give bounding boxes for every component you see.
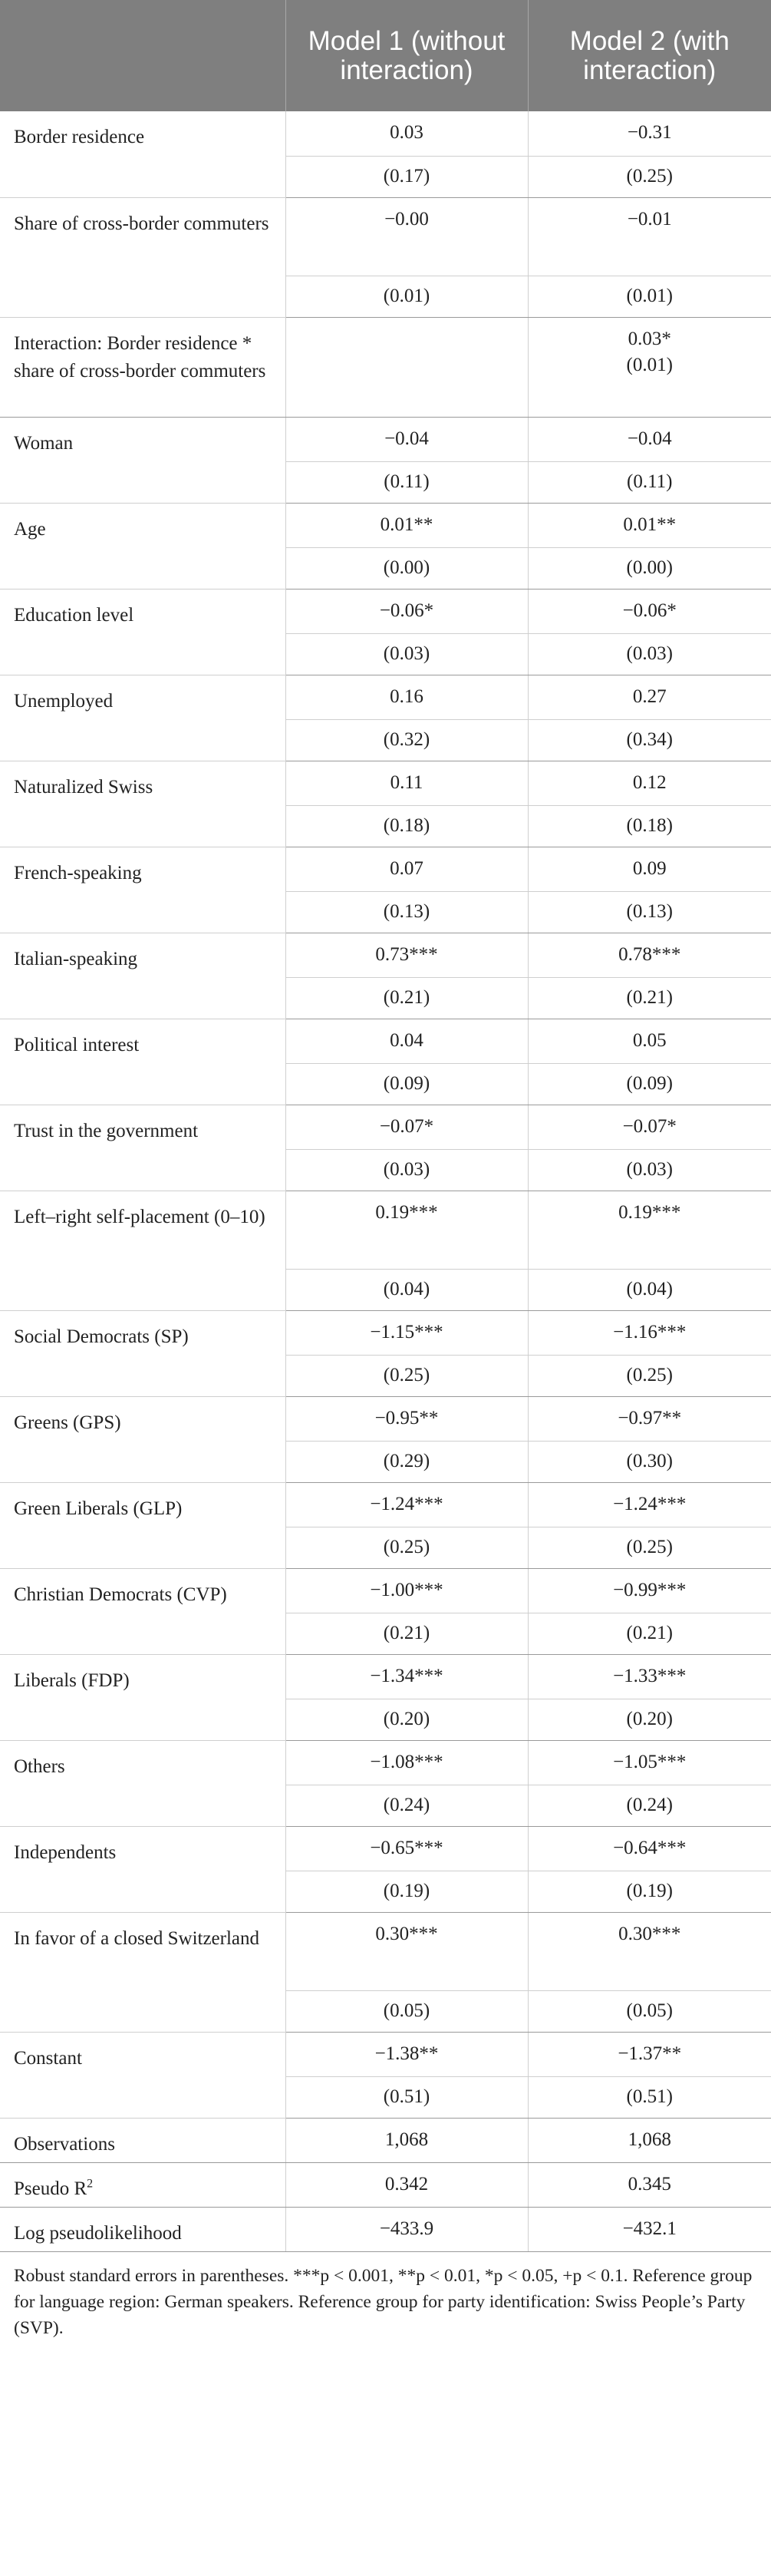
table-row (0, 847, 771, 891)
row-label (0, 417, 285, 503)
table-row (0, 1191, 771, 1269)
model-2-coefficient-text: −0.07* (622, 1115, 677, 1137)
model-2-standard-error-text: (0.03) (626, 1159, 673, 1180)
model-1-coefficient (285, 1740, 528, 1785)
model-2-standard-error (528, 977, 771, 1019)
model-2-coefficient-text: 0.27 (632, 685, 667, 707)
model-2-standard-error-text: (0.11) (627, 471, 673, 492)
model-1-coefficient (285, 1568, 528, 1613)
model-1-coefficient-text: 0.07 (390, 857, 423, 879)
model-1-standard-error (285, 276, 528, 317)
row-label-text: Christian Democrats (CVP) (14, 1584, 227, 1605)
model-2-coefficient (528, 317, 771, 417)
row-label-text: Independents (14, 1841, 117, 1863)
row-label (0, 675, 285, 761)
model-1-coefficient-text: −0.00 (384, 208, 429, 230)
model-2-standard-error (528, 276, 771, 317)
table-row (0, 1482, 771, 1527)
model-2-standard-error-text: (0.04) (626, 1279, 673, 1300)
row-label (0, 1019, 285, 1105)
model-2-statistic-text: 1,068 (628, 2129, 671, 2150)
model-2-coefficient-text: −1.37** (618, 2043, 682, 2064)
row-label-text: Education level (14, 604, 134, 626)
model-1-standard-error-text: (0.32) (383, 729, 430, 750)
model-2-se-text: (0.01) (626, 354, 673, 375)
model-2-coefficient (528, 933, 771, 977)
model-2-coefficient (528, 1568, 771, 1613)
model-2-coefficient (528, 1310, 771, 1355)
model-2-statistic-text: 0.345 (628, 2173, 671, 2195)
model-1-coefficient (285, 847, 528, 891)
model-2-standard-error-text: (0.19) (626, 1881, 673, 1901)
table-row-statistic (0, 2118, 771, 2162)
model-2-coefficient-text: 0.05 (632, 1029, 667, 1051)
row-label (0, 317, 285, 417)
table-row (0, 1654, 771, 1699)
model-2-standard-error (528, 1355, 771, 1396)
model-2-standard-error-text: (0.21) (626, 1623, 673, 1643)
model-1-coefficient (285, 675, 528, 719)
model-2-coefficient-text: −0.01 (627, 208, 672, 230)
model-2-standard-error-text: (0.24) (626, 1795, 673, 1815)
model-1-standard-error-text: (0.29) (383, 1451, 430, 1471)
model-2-standard-error (528, 1269, 771, 1310)
model-2-standard-error (528, 719, 771, 761)
table-row (0, 2032, 771, 2076)
model-2-coefficient-text: 0.78*** (618, 943, 681, 965)
model-1-coefficient (285, 1396, 528, 1441)
superscript: 2 (87, 2177, 94, 2191)
row-label (0, 761, 285, 847)
model-2-standard-error (528, 2076, 771, 2118)
table-row (0, 1019, 771, 1063)
model-2-coefficient (528, 1482, 771, 1527)
row-label-text: Left–right self-placement (0–10) (14, 1206, 265, 1227)
table-row (0, 1740, 771, 1785)
model-1-standard-error (285, 633, 528, 675)
model-2-coefficient (528, 1654, 771, 1699)
model-1-coefficient (285, 1482, 528, 1527)
model-2-statistic (528, 2162, 771, 2207)
model-1-standard-error-text: (0.09) (383, 1073, 430, 1094)
model-2-coefficient-text: 0.03* (628, 328, 671, 349)
model-2-standard-error-text: (0.00) (626, 557, 673, 578)
row-label (0, 1105, 285, 1191)
model-2-coefficient-text: −0.99*** (613, 1579, 687, 1600)
model-2-coefficient-text: −1.16*** (613, 1321, 687, 1342)
model-1-standard-error-text: (0.00) (383, 557, 430, 578)
model-1-coefficient (285, 503, 528, 547)
row-label-text: Interaction: Border residence * share of cross-border commuters (14, 332, 266, 381)
model-2-coefficient-text: 0.01** (623, 514, 677, 535)
model-1-standard-error (285, 719, 528, 761)
model-1-standard-error (285, 1269, 528, 1310)
model-1-coefficient-text: −0.04 (384, 428, 429, 449)
model-1-coefficient-text: −0.07* (379, 1115, 434, 1137)
model-1-coefficient-text: 0.30*** (375, 1923, 438, 1944)
table-row (0, 589, 771, 633)
model-1-standard-error-text: (0.03) (383, 643, 430, 664)
model-1-coefficient-text: −1.00*** (370, 1579, 443, 1600)
model-2-standard-error-text: (0.05) (626, 2000, 673, 2021)
model-2-standard-error (528, 805, 771, 847)
model-1-coefficient-text: −0.06* (379, 599, 434, 621)
model-1-standard-error (285, 1613, 528, 1654)
model-1-coefficient (285, 1105, 528, 1149)
model-1-standard-error-text: (0.11) (384, 471, 430, 492)
statistic-label (0, 2162, 285, 2207)
table-header-row (0, 0, 771, 111)
model-2-coefficient-text: −0.31 (627, 122, 672, 143)
model-2-standard-error-text: (0.25) (626, 166, 673, 187)
model-2-coefficient (528, 417, 771, 461)
model-1-coefficient (285, 761, 528, 805)
model-1-standard-error (285, 2076, 528, 2118)
model-2-standard-error-text: (0.25) (626, 1537, 673, 1557)
model-1-standard-error-text: (0.21) (383, 1623, 430, 1643)
model-1-standard-error-text: (0.21) (383, 987, 430, 1008)
model-1-statistic-text: 0.342 (384, 2173, 429, 2195)
table-row-statistic (0, 2162, 771, 2207)
model-1-standard-error (285, 1149, 528, 1191)
model-2-coefficient-text: 0.30*** (618, 1923, 681, 1944)
model-1-coefficient-text: 0.19*** (375, 1201, 438, 1223)
model-1-standard-error-text: (0.13) (383, 901, 430, 922)
model-1-coefficient (285, 197, 528, 276)
model-1-coefficient (285, 1654, 528, 1699)
row-label (0, 847, 285, 933)
model-2-statistic (528, 2118, 771, 2162)
model-2-standard-error (528, 1441, 771, 1482)
model-2-standard-error (528, 1699, 771, 1740)
model-2-standard-error-text: (0.01) (626, 286, 673, 306)
model-2-coefficient (528, 111, 771, 156)
model-1-standard-error (285, 977, 528, 1019)
row-label (0, 1568, 285, 1654)
model-1-standard-error-text: (0.01) (383, 286, 430, 306)
model-1-se-text (286, 329, 528, 333)
model-2-standard-error-text: (0.21) (626, 987, 673, 1008)
row-label (0, 1482, 285, 1568)
model-1-standard-error (285, 547, 528, 589)
model-2-coefficient (528, 675, 771, 719)
model-2-coefficient (528, 847, 771, 891)
row-label (0, 111, 285, 197)
row-label (0, 1396, 285, 1482)
model-1-coefficient (285, 417, 528, 461)
model-1-coefficient-text: 0.01** (380, 514, 433, 535)
model-1-coefficient-text: −1.24*** (370, 1493, 443, 1514)
row-label (0, 1826, 285, 1912)
model-1-standard-error (285, 1441, 528, 1482)
model-2-standard-error (528, 1527, 771, 1568)
model-1-coefficient-text: −0.65*** (370, 1837, 443, 1858)
model-1-standard-error (285, 805, 528, 847)
model-2-coefficient (528, 1396, 771, 1441)
row-label-text: Border residence (14, 127, 145, 147)
model-1-standard-error-text: (0.18) (383, 815, 430, 836)
model-1-coefficient-text: 0.04 (390, 1029, 423, 1051)
row-label-text: Constant (14, 2047, 82, 2069)
model-1-coefficient (285, 1191, 528, 1269)
model-1-statistic (285, 2207, 528, 2251)
model-1-statistic-text: −433.9 (379, 2218, 434, 2239)
model-1-coefficient (285, 589, 528, 633)
statistic-label-text: Log pseudolikelihood (14, 2222, 182, 2244)
model-1-statistic (285, 2162, 528, 2207)
model-2-coefficient (528, 1826, 771, 1871)
model-1-standard-error (285, 891, 528, 933)
row-label-text: Others (14, 1755, 65, 1777)
model-1-coefficient (285, 1310, 528, 1355)
model-2-coefficient (528, 503, 771, 547)
statistic-label-text: Observations (14, 2133, 115, 2155)
table-row (0, 675, 771, 719)
model-2-coefficient-text: 0.12 (632, 771, 667, 793)
model-2-standard-error-text: (0.51) (626, 2086, 673, 2107)
model-2-standard-error-text: (0.34) (626, 729, 673, 750)
row-label (0, 1740, 285, 1826)
model-1-standard-error-text: (0.20) (383, 1709, 430, 1729)
model-1-standard-error-text: (0.19) (383, 1881, 430, 1901)
table-row (0, 1105, 771, 1149)
model-2-standard-error (528, 1149, 771, 1191)
model-1-standard-error-text: (0.05) (383, 2000, 430, 2021)
table-row (0, 1396, 771, 1441)
model-2-coefficient-text: 0.09 (632, 857, 667, 879)
table-row-statistic (0, 2207, 771, 2251)
row-label-text: Naturalized Swiss (14, 776, 153, 798)
table-row (0, 1568, 771, 1613)
model-2-coefficient-text: −1.33*** (613, 1665, 687, 1686)
model-2-coefficient (528, 1019, 771, 1063)
model-2-standard-error (528, 461, 771, 503)
model-1-coefficient-text: −1.34*** (370, 1665, 443, 1686)
model-1-coefficient-text: −1.15*** (370, 1321, 443, 1342)
row-label-text: Italian-speaking (14, 948, 138, 969)
model-1-standard-error (285, 1527, 528, 1568)
row-label-text: Trust in the government (14, 1120, 199, 1141)
model-1-coefficient (285, 933, 528, 977)
table-row (0, 317, 771, 417)
model-1-coefficient (285, 1826, 528, 1871)
row-label (0, 197, 285, 317)
table-row (0, 1310, 771, 1355)
model-1-coefficient (285, 111, 528, 156)
model-2-standard-error-text: (0.20) (626, 1709, 673, 1729)
model-2-coefficient (528, 761, 771, 805)
table-row (0, 761, 771, 805)
table-body (0, 111, 771, 2251)
table-row (0, 1912, 771, 1990)
row-label-text: In favor of a closed Switzerland (14, 1927, 260, 1949)
model-2-coefficient (528, 1105, 771, 1149)
row-label-text: Woman (14, 432, 74, 454)
row-label-text: Unemployed (14, 690, 114, 712)
model-2-standard-error-text: (0.03) (626, 643, 673, 664)
table-row (0, 933, 771, 977)
header-variable-column (0, 0, 285, 111)
model-2-coefficient-text: −1.05*** (613, 1751, 687, 1772)
row-label (0, 2032, 285, 2118)
model-2-coefficient (528, 2032, 771, 2076)
model-1-standard-error-text: (0.03) (383, 1159, 430, 1180)
statistic-label-text: Pseudo R (14, 2178, 87, 2199)
model-1-coefficient (285, 1912, 528, 1990)
model-2-coefficient-text: 0.19*** (618, 1201, 681, 1223)
model-2-standard-error-text: (0.25) (626, 1365, 673, 1385)
row-label-text: Green Liberals (GLP) (14, 1498, 183, 1519)
row-label-text: French-speaking (14, 862, 142, 883)
model-2-standard-error (528, 633, 771, 675)
row-label (0, 1310, 285, 1396)
model-2-statistic (528, 2207, 771, 2251)
model-1-standard-error-text: (0.25) (383, 1537, 430, 1557)
model-1-statistic-text: 1,068 (384, 2129, 429, 2150)
row-label (0, 1654, 285, 1740)
model-2-standard-error-text: (0.09) (626, 1073, 673, 1094)
table-row (0, 197, 771, 276)
model-2-coefficient (528, 1740, 771, 1785)
model-1-coefficient-text (286, 318, 528, 329)
row-label (0, 1912, 285, 2032)
model-1-standard-error-text: (0.04) (383, 1279, 430, 1300)
model-2-coefficient (528, 1191, 771, 1269)
model-1-coefficient-text: 0.03 (390, 122, 423, 143)
model-1-standard-error-text: (0.24) (383, 1795, 430, 1815)
model-2-statistic-text: −432.1 (622, 2218, 677, 2239)
model-2-coefficient (528, 589, 771, 633)
row-label (0, 589, 285, 675)
model-2-standard-error-text: (0.13) (626, 901, 673, 922)
model-1-standard-error (285, 1355, 528, 1396)
table-row (0, 417, 771, 461)
table-notes: Robust standard errors in parentheses. ***p < 0.001, **p < 0.01, *p < 0.05, +p < 0.1. Reference group for language region: German speakers. Reference group for party identification: Swiss People’s Party (SVP). (14, 2265, 753, 2338)
model-2-coefficient (528, 1912, 771, 1990)
row-label-text: Share of cross-border commuters (14, 213, 269, 234)
model-1-coefficient-text: 0.16 (390, 685, 423, 707)
model-1-standard-error (285, 1063, 528, 1105)
model-1-standard-error (285, 461, 528, 503)
model-1-coefficient-text: −1.38** (374, 2043, 439, 2064)
model-2-standard-error-text: (0.18) (626, 815, 673, 836)
model-2-coefficient (528, 197, 771, 276)
row-label (0, 933, 285, 1019)
row-label-text: Liberals (FDP) (14, 1669, 130, 1691)
model-1-standard-error (285, 156, 528, 197)
model-2-coefficient-text: −0.97** (618, 1407, 682, 1428)
statistic-label (0, 2207, 285, 2251)
model-2-standard-error (528, 547, 771, 589)
row-label (0, 503, 285, 589)
model-2-standard-error (528, 156, 771, 197)
row-label-text: Social Democrats (SP) (14, 1326, 189, 1347)
model-1-statistic (285, 2118, 528, 2162)
model-1-standard-error (285, 1699, 528, 1740)
row-label-text: Age (14, 518, 46, 540)
model-1-standard-error-text: (0.25) (383, 1365, 430, 1385)
model-1-standard-error-text: (0.17) (383, 166, 430, 187)
table-row (0, 503, 771, 547)
row-label-text: Political interest (14, 1034, 140, 1055)
model-2-coefficient-text: −0.64*** (613, 1837, 687, 1858)
model-2-standard-error (528, 1613, 771, 1654)
model-1-standard-error (285, 1785, 528, 1826)
model-2-coefficient-text: −0.04 (627, 428, 672, 449)
row-label-text: Greens (GPS) (14, 1412, 121, 1433)
table-row (0, 1826, 771, 1871)
model-2-coefficient-text: −0.06* (622, 599, 677, 621)
table-row (0, 111, 771, 156)
model-2-standard-error-text: (0.30) (626, 1451, 673, 1471)
model-2-standard-error (528, 1063, 771, 1105)
model-2-standard-error (528, 1785, 771, 1826)
model-1-standard-error-text: (0.51) (383, 2086, 430, 2107)
header-model-2: Model 2 (with interaction) (528, 0, 771, 111)
model-1-coefficient (285, 1019, 528, 1063)
header-model-1: Model 1 (without interaction) (285, 0, 528, 111)
model-2-standard-error (528, 1990, 771, 2032)
model-1-coefficient (285, 317, 528, 417)
model-1-coefficient-text: −1.08*** (370, 1751, 443, 1772)
model-1-coefficient-text: 0.11 (390, 771, 423, 793)
model-1-coefficient-text: −0.95** (374, 1407, 439, 1428)
statistic-label (0, 2118, 285, 2162)
model-2-coefficient-text: −1.24*** (613, 1493, 687, 1514)
model-1-coefficient-text: 0.73*** (375, 943, 438, 965)
model-1-standard-error (285, 1990, 528, 2032)
row-label (0, 1191, 285, 1310)
model-2-standard-error (528, 891, 771, 933)
model-1-standard-error (285, 1871, 528, 1912)
model-2-standard-error (528, 1871, 771, 1912)
model-1-coefficient (285, 2032, 528, 2076)
